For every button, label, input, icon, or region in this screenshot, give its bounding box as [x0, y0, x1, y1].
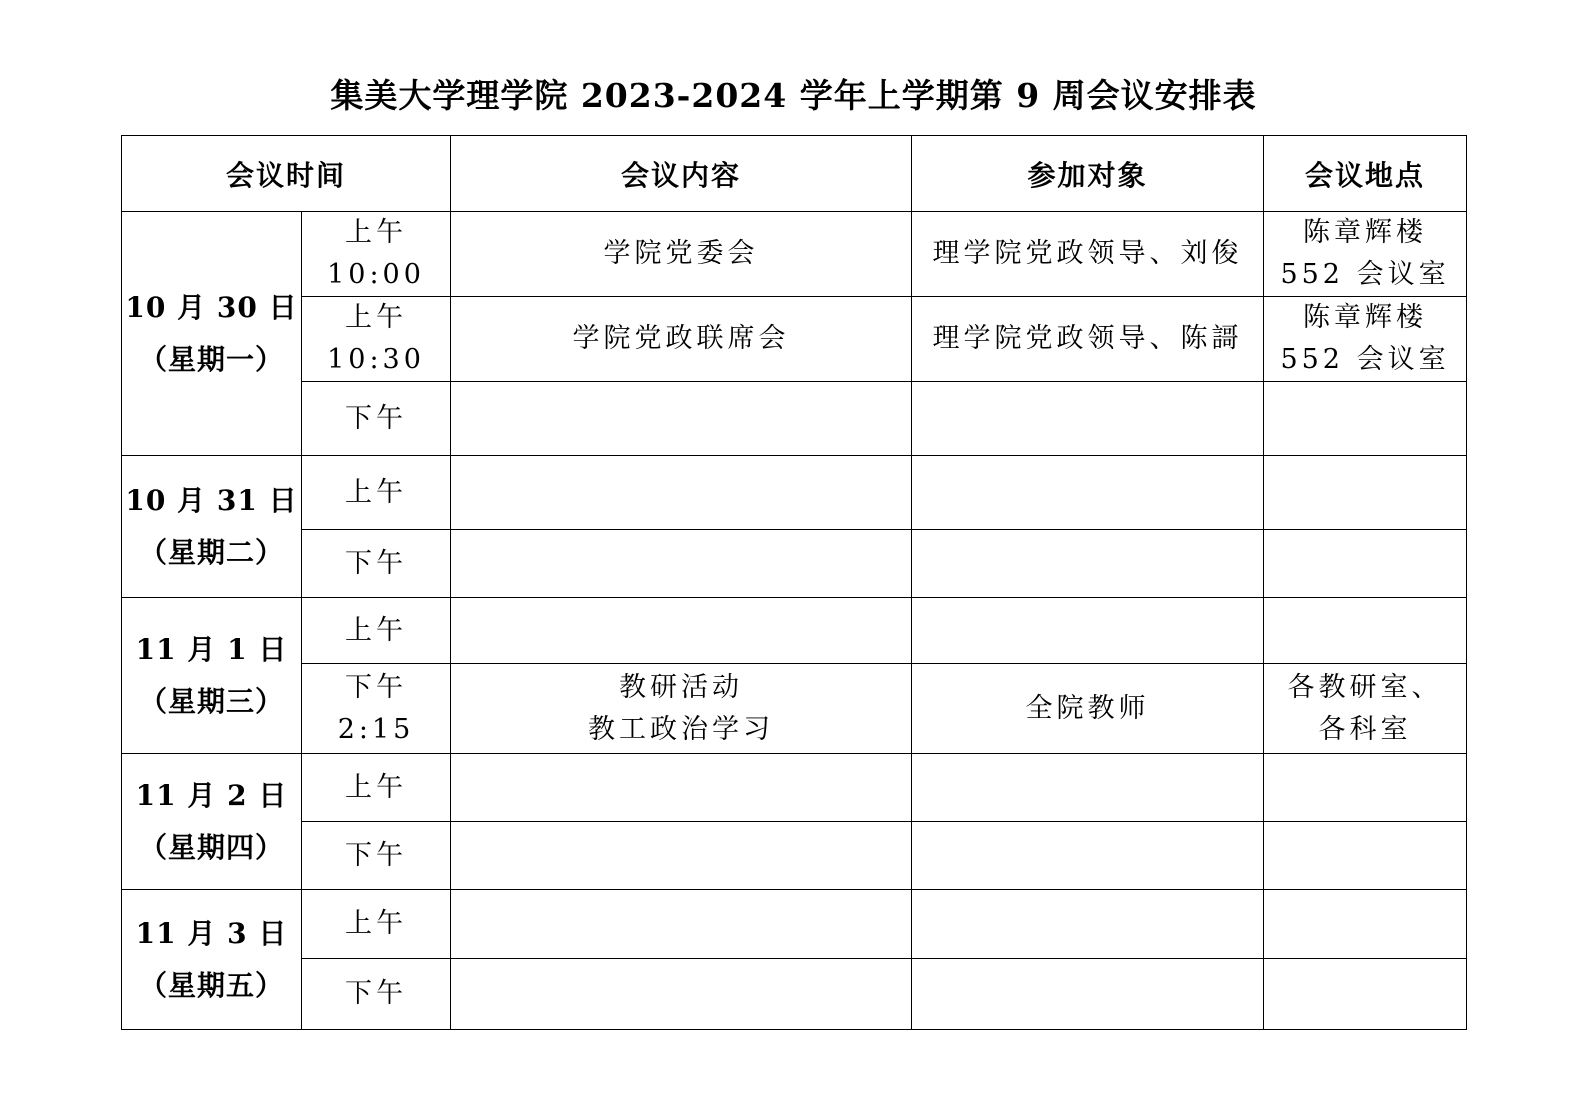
day-weekday: （星期二）	[138, 535, 284, 569]
location-cell	[1264, 822, 1467, 890]
slot-cell	[302, 297, 451, 382]
slot-cell: 上午	[302, 754, 451, 822]
slot-cell: 上午	[302, 456, 451, 530]
table-row	[122, 297, 1467, 382]
participants-cell	[912, 822, 1264, 890]
header-row	[122, 136, 1467, 212]
table-row	[122, 664, 1467, 754]
slot-cell: 下午	[302, 530, 451, 598]
content-cell	[451, 664, 912, 754]
location-cell	[1264, 890, 1467, 959]
content-line: 学院党政联席会	[572, 323, 790, 354]
location-cell	[1264, 598, 1467, 664]
participants-cell	[912, 890, 1264, 959]
location-line: 陈章辉楼	[1303, 217, 1428, 248]
location-line: 各科室	[1318, 713, 1412, 745]
participants-cell: 理学院党政领导、陈謌	[912, 297, 1264, 382]
meeting-schedule-table	[121, 135, 1467, 1030]
table-row	[122, 754, 1467, 822]
content-cell	[451, 890, 912, 959]
slot-period: 上午	[345, 217, 407, 248]
participants-cell	[912, 754, 1264, 822]
content-line: 教工政治学习	[588, 713, 775, 745]
table-row	[122, 456, 1467, 530]
content-cell	[451, 754, 912, 822]
day-weekday: （星期四）	[138, 830, 284, 864]
content-cell	[451, 382, 912, 456]
location-cell	[1264, 456, 1467, 530]
slot-period: 下午	[345, 671, 407, 703]
day-cell	[122, 754, 302, 890]
location-cell	[1264, 754, 1467, 822]
participants-cell	[912, 382, 1264, 456]
content-cell	[451, 456, 912, 530]
day-date: 11 月 3 日	[135, 916, 288, 950]
slot-cell: 下午	[302, 959, 451, 1030]
table-row	[122, 530, 1467, 598]
slot-period: 上午	[345, 302, 407, 333]
table-row	[122, 598, 1467, 664]
day-weekday: （星期一）	[138, 342, 284, 376]
header-time: 会议时间	[122, 136, 451, 212]
table-row	[122, 822, 1467, 890]
slot-cell	[302, 664, 451, 754]
slot-cell: 上午	[302, 598, 451, 664]
location-cell	[1264, 382, 1467, 456]
participants-cell	[912, 959, 1264, 1030]
page-title: 集美大学理学院 2023-2024 学年上学期第 9 周会议安排表	[330, 76, 1257, 115]
table-row	[122, 890, 1467, 959]
participants-cell	[912, 456, 1264, 530]
content-line: 教研活动	[619, 671, 744, 703]
day-cell	[122, 456, 302, 598]
day-date: 11 月 1 日	[135, 632, 288, 666]
slot-cell	[302, 212, 451, 297]
day-cell	[122, 890, 302, 1030]
day-date: 10 月 30 日	[125, 290, 298, 324]
header-location: 会议地点	[1264, 136, 1467, 212]
slot-time: 2:15	[337, 713, 415, 745]
slot-cell: 下午	[302, 382, 451, 456]
location-cell	[1264, 664, 1467, 754]
content-cell	[451, 959, 912, 1030]
content-cell	[451, 598, 912, 664]
day-weekday: （星期三）	[138, 684, 284, 718]
day-date: 10 月 31 日	[125, 483, 298, 517]
table-row	[122, 212, 1467, 297]
location-cell	[1264, 530, 1467, 598]
day-cell	[122, 212, 302, 456]
location-line: 陈章辉楼	[1303, 302, 1428, 333]
slot-time: 10:30	[327, 344, 425, 375]
table-row	[122, 959, 1467, 1030]
location-cell	[1264, 297, 1467, 382]
content-cell	[451, 530, 912, 598]
day-weekday: （星期五）	[138, 968, 284, 1002]
location-line: 552 会议室	[1280, 259, 1450, 290]
slot-cell: 下午	[302, 822, 451, 890]
location-cell	[1264, 212, 1467, 297]
participants-cell: 全院教师	[912, 664, 1264, 754]
content-cell	[451, 822, 912, 890]
header-content: 会议内容	[451, 136, 912, 212]
content-cell	[451, 297, 912, 382]
slot-time: 10:00	[327, 259, 425, 290]
day-date: 11 月 2 日	[135, 778, 288, 812]
participants-cell	[912, 530, 1264, 598]
slot-cell: 上午	[302, 890, 451, 959]
day-cell	[122, 598, 302, 754]
header-participants: 参加对象	[912, 136, 1264, 212]
location-line: 各教研室、	[1287, 671, 1443, 703]
table-row	[122, 382, 1467, 456]
content-cell	[451, 212, 912, 297]
location-cell	[1264, 959, 1467, 1030]
participants-cell	[912, 598, 1264, 664]
location-line: 552 会议室	[1280, 344, 1450, 375]
content-line: 学院党委会	[603, 238, 759, 269]
participants-cell: 理学院党政领导、刘俊	[912, 212, 1264, 297]
